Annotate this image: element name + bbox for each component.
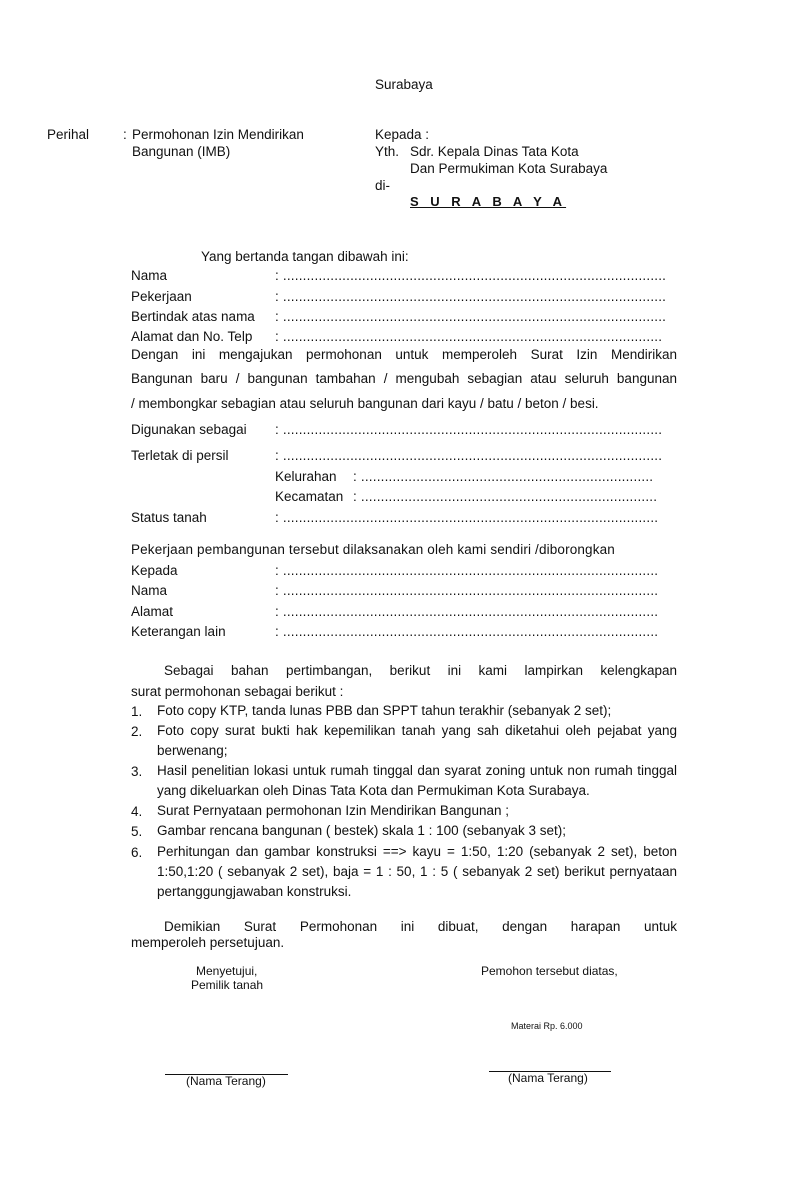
item-4-text: Surat Pernyataan permohonan Izin Mendirikan Bangunan ; xyxy=(157,803,509,818)
sign-left-name: (Nama Terang) xyxy=(186,1074,266,1088)
perihal-text-line1: Permohonan Izin Mendirikan xyxy=(132,127,304,142)
label-contractor-alamat: Alamat xyxy=(131,604,174,619)
label-keterangan-lain: Keterangan lain xyxy=(131,624,226,639)
dots-digunakan: : ................................................................................................ xyxy=(275,422,663,437)
label-nama: Nama xyxy=(131,268,168,283)
kepada-label: Kepada : xyxy=(375,127,430,142)
perihal-text-line2: Bangunan (IMB) xyxy=(132,144,231,159)
sign-right-name: (Nama Terang) xyxy=(508,1071,588,1085)
closing-line2: memperoleh persetujuan. xyxy=(131,935,285,950)
sign-left-heading: Menyetujui, xyxy=(196,964,258,978)
yth-label: Yth. xyxy=(375,144,400,159)
dots-nama: : ................................................................................................. xyxy=(275,268,667,283)
item-5-number: 5. xyxy=(131,824,143,839)
di-label: di- xyxy=(375,178,391,193)
item-2-text: Foto copy surat bukti hak kepemilikan tanah yang sah diketahui oleh pejabat yang berwenang; xyxy=(157,723,677,758)
destination-city: S U R A B A Y A xyxy=(410,194,567,209)
item-5-text: Gambar rencana bangunan ( bestek) skala 1 : 100 (sebanyak 3 set); xyxy=(157,823,566,838)
contractor-statement: Pekerjaan pembangunan tersebut dilaksanakan oleh kami sendiri /diborongkan xyxy=(131,542,615,557)
item-6-text: Perhitungan dan gambar konstruksi ==> kayu = 1:50, 1:20 (sebanyak 2 set), beton 1:50,1:20 ( sebanyak 2 set), baja = 1 : 50, 1 : 5 ( sebanyak 2 set) berikut pernyataan pertanggungjawaban konstruksi. xyxy=(157,844,677,899)
label-contractor-kepada: Kepada xyxy=(131,563,178,578)
label-contractor-nama: Nama xyxy=(131,583,168,598)
dots-terletak: : ................................................................................................ xyxy=(275,448,663,463)
recipient-line2: Dan Permukiman Kota Surabaya xyxy=(410,161,608,176)
label-alamat-telp: Alamat dan No. Telp xyxy=(131,329,253,344)
item-1-text: Foto copy KTP, tanda lunas PBB dan SPPT tahun terakhir (sebanyak 2 set); xyxy=(157,703,612,718)
dots-contractor-kepada: : ............................................................................................... xyxy=(275,563,659,578)
item-2-number: 2. xyxy=(131,724,143,739)
item-3-number: 3. xyxy=(131,764,143,779)
dots-pekerjaan: : ................................................................................................. xyxy=(275,289,667,304)
label-kecamatan: Kecamatan xyxy=(275,489,344,504)
dots-kecamatan: : ........................................................................... xyxy=(353,489,658,504)
request-line2: Bangunan baru / bangunan tambahan / mengubah sebagian atau seluruh bangunan xyxy=(131,371,677,386)
closing-line1: Demikian Surat Permohonan ini dibuat, dengan harapan untuk xyxy=(164,919,677,934)
item-6-number: 6. xyxy=(131,845,143,860)
label-terletak: Terletak di persil xyxy=(131,448,229,463)
intro-text: Yang bertanda tangan dibawah ini: xyxy=(201,249,409,264)
materai-label: Materai Rp. 6.000 xyxy=(511,1021,583,1031)
attachments-intro-line2: surat permohonan sebagai berikut : xyxy=(131,684,344,699)
item-1-number: 1. xyxy=(131,704,143,719)
perihal-colon: : xyxy=(123,127,127,142)
label-digunakan: Digunakan sebagai xyxy=(131,422,247,437)
sign-left-role: Pemilik tanah xyxy=(191,978,264,992)
label-kelurahan: Kelurahan xyxy=(275,469,337,484)
dots-keterangan-lain: : ............................................................................................... xyxy=(275,624,659,639)
item-4-number: 4. xyxy=(131,804,143,819)
sign-right-heading: Pemohon tersebut diatas, xyxy=(481,964,618,978)
dots-contractor-alamat: : ............................................................................................... xyxy=(275,604,659,619)
perihal-label: Perihal xyxy=(47,127,90,142)
dots-alamat-telp: : ................................................................................................ xyxy=(275,329,663,344)
label-pekerjaan: Pekerjaan xyxy=(131,289,192,304)
city-date: Surabaya xyxy=(375,77,433,92)
recipient-line1: Sdr. Kepala Dinas Tata Kota xyxy=(410,144,579,159)
label-bertindak: Bertindak atas nama xyxy=(131,309,255,324)
dots-status-tanah: : ............................................................................................... xyxy=(275,510,659,525)
label-status-tanah: Status tanah xyxy=(131,510,207,525)
request-line3: / membongkar sebagian atau seluruh bangunan dari kayu / batu / beton / besi. xyxy=(131,396,599,411)
request-line1: Dengan ini mengajukan permohonan untuk memperoleh Surat Izin Mendirikan xyxy=(131,347,677,362)
item-3-text: Hasil penelitian lokasi untuk rumah tinggal dan syarat zoning untuk non rumah tinggal yang dikeluarkan oleh Dinas Tata Kota dan Permukiman Kota Surabaya. xyxy=(157,763,677,798)
attachments-intro-line1: Sebagai bahan pertimbangan, berikut ini kami lampirkan kelengkapan xyxy=(164,663,677,678)
dots-contractor-nama: : ............................................................................................... xyxy=(275,583,659,598)
dots-kelurahan: : .......................................................................... xyxy=(353,469,654,484)
dots-bertindak: : ................................................................................................. xyxy=(275,309,667,324)
